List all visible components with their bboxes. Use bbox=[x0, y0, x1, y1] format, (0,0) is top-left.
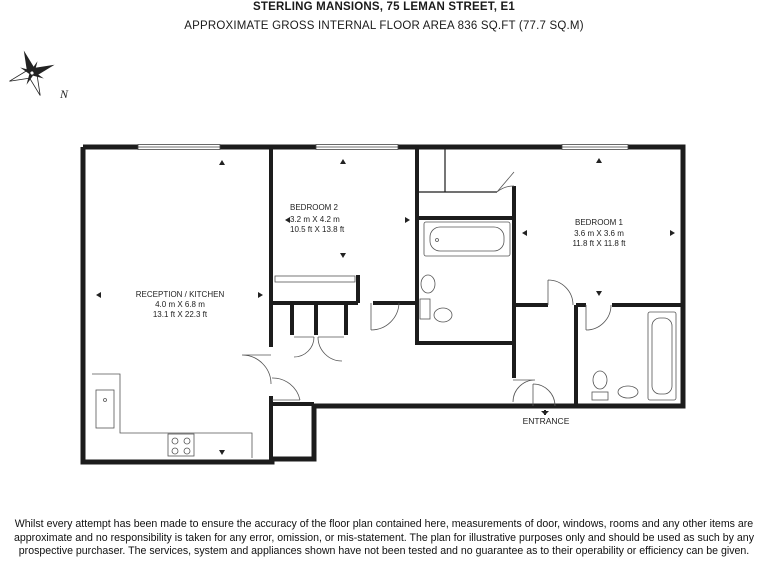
page-title: STERLING MANSIONS, 75 LEMAN STREET, E1 bbox=[253, 1, 515, 13]
room-metric: 3.2 m X 4.2 m bbox=[290, 215, 340, 224]
bathroom-fixtures bbox=[420, 222, 676, 400]
wardrobe bbox=[275, 276, 355, 282]
north-label: N bbox=[60, 87, 69, 101]
entrance-label: ENTRANCE bbox=[522, 416, 570, 426]
room-name: BEDROOM 1 bbox=[574, 218, 624, 227]
room-name: BEDROOM 2 bbox=[290, 203, 339, 212]
room-imperial: 11.8 ft X 11.8 ft bbox=[572, 239, 626, 248]
room-name: RECEPTION / KITCHEN bbox=[135, 290, 225, 299]
disclaimer-text: Whilst every attempt has been made to ensure the accuracy of the floor plan contained here, measurements of door, windows, rooms and any other items are approximate and no responsibility is taken for any error, omission, or mis-statement. The plan for illustrative purposes only and should be used as such by any prospective purchaser. The services, system and appliances shown have not been tested and no guarantee as to their operability or efficiency can be given. bbox=[14, 518, 754, 557]
interior-walls bbox=[271, 147, 683, 460]
room-metric: 4.0 m X 6.8 m bbox=[155, 300, 205, 309]
room-label-reception bbox=[136, 290, 225, 319]
floor-area-subtitle: APPROXIMATE GROSS INTERNAL FLOOR AREA 836 SQ.FT (77.7 SQ.M) bbox=[184, 20, 584, 32]
room-metric: 3.6 m X 3.6 m bbox=[574, 229, 624, 238]
room-label-bedroom-1 bbox=[572, 218, 626, 248]
room-label-bedroom-2 bbox=[290, 203, 345, 234]
room-imperial: 10.5 ft X 13.8 ft bbox=[290, 225, 345, 234]
kitchen-fixtures bbox=[92, 374, 252, 458]
room-imperial: 13.1 ft X 22.3 ft bbox=[152, 310, 208, 319]
compass-rose-icon bbox=[1, 42, 63, 104]
